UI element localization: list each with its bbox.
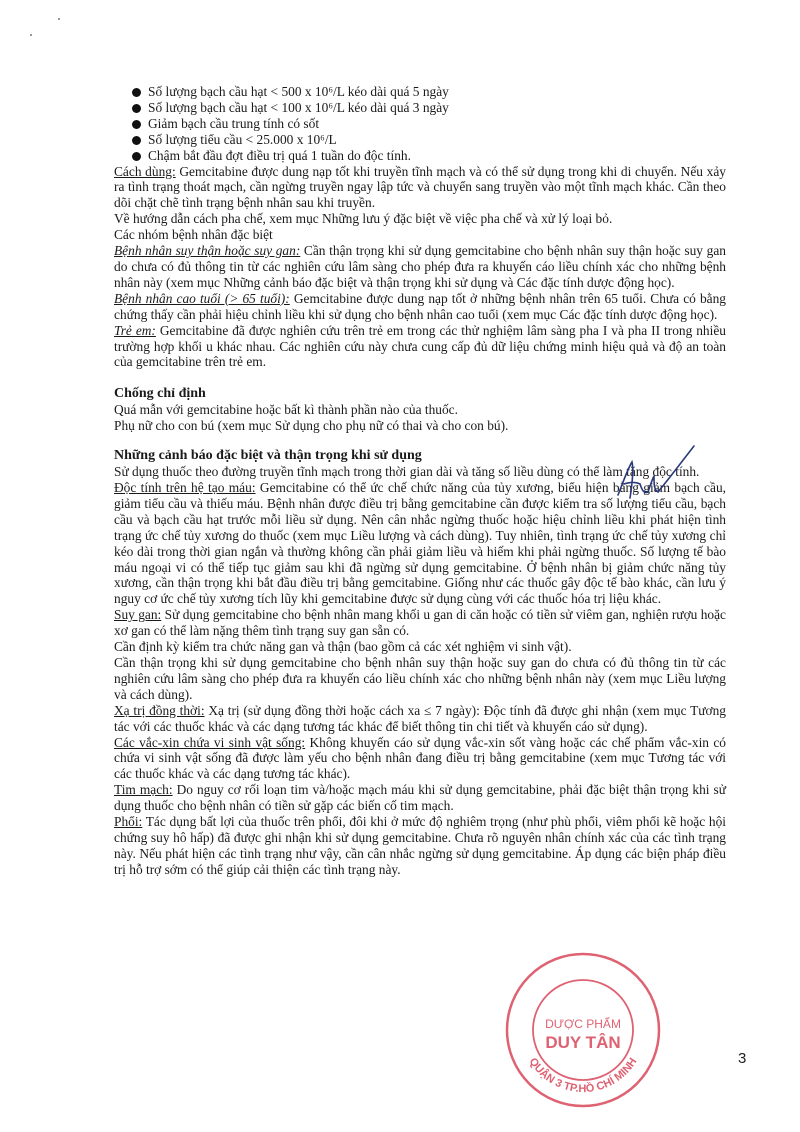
hepatic-label: Suy gan: <box>114 607 162 623</box>
renal-hepatic-paragraph <box>114 243 726 291</box>
hematologic-text: Gemcitabine có thể ức chế chức năng của tủy xương, biểu hiện bằng giảm bạch cầu, giảm tiểu cầu và thiếu máu. Bệnh nhân được điều trị bằng gemcitabine cần được kiểm tra số lượng tiểu cầu, bạch cầu và bạch cầu hạt trước mỗi liều sử dụng. Nên cân nhắc ngừng thuốc hoặc hiệu chỉnh liều khi phát hiện tình trạng ức chế tủy xương do thuốc (xem mục Liều lượng và cách dùng). Tuy nhiên, tình trạng ức chế tủy xương chỉ kéo dài trong thời gian ngắn và thường không cần phải giảm liều và hiếm khi phải ngừng thuốc. Số lượng tế bào máu ngoại vi có thể tiếp tục giảm sau khi đã ngừng sử dụng gemcitabine. Ở bệnh nhân bị giảm chức năng tủy xương, cần thận trọng khi bắt đầu điều trị bằng gemcitabine. Giống như các thuốc gây độc tế bào khác, cần lưu ý nguy cơ ức chế tủy xương tích lũy khi gemcitabine được sử dụng cùng với các thuốc hóa trị liệu khác. <box>114 480 726 607</box>
vaccine-text: Không khuyến cáo sử dụng vắc-xin sốt vàng hoặc các chế phẩm vắc-xin có chứa vi sinh vật sống đã được làm yếu cho bệnh nhân đang điều trị bằng gemcitabine (xem mục Tương tác với các thuốc khác và các dạng tương tác khác). <box>114 734 726 782</box>
hepatic-text: Sử dụng gemcitabine cho bệnh nhân mang khối u gan di căn hoặc có tiền sử viêm gan, nghiện rượu hoặc xơ gan có thể làm nặng thêm tình trạng suy gan sẵn có. <box>114 607 726 639</box>
bullet-item: Chậm bắt đầu đợt điều trị quá 1 tuần do độc tính. <box>132 148 726 164</box>
administration-paragraph <box>114 164 726 212</box>
children-paragraph <box>114 323 726 371</box>
warnings-intro: Sử dụng thuốc theo đường truyền tĩnh mạch trong thời gian dài và tăng số liều dùng có thể làm tăng độc tính. <box>114 464 700 480</box>
monitoring-line: Cần định kỳ kiểm tra chức năng gan và thận (bao gồm cả các xét nghiệm vi sinh vật). <box>114 639 572 655</box>
preparation-note: Về hướng dẫn cách pha chế, xem mục Những lưu ý đặc biệt về việc pha chế và xử lý loại bỏ. <box>114 211 613 227</box>
company-stamp <box>503 950 663 1110</box>
bullet-item: Số lượng bạch cầu hạt < 500 x 10⁶/L kéo dài quá 5 ngày <box>132 84 726 100</box>
bullet-item: Giảm bạch cầu trung tính có sốt <box>132 116 726 132</box>
radiotherapy-paragraph <box>114 703 726 735</box>
contraindication-line: Quá mẫn với gemcitabine hoặc bất kì thành phần nào của thuốc. <box>114 402 458 418</box>
page-number: 3 <box>738 1050 747 1067</box>
scan-speck <box>30 34 32 36</box>
renal-hepatic-label: Bệnh nhân suy thận hoặc suy gan: <box>114 243 301 259</box>
handwritten-signature <box>610 440 700 510</box>
children-label: Trẻ em: <box>114 322 156 338</box>
elderly-label: Bệnh nhân cao tuổi (> 65 tuổi): <box>114 290 290 306</box>
bullet-item: Số lượng tiểu cầu < 25.000 x 10⁶/L <box>132 132 726 148</box>
contraindication-line: Phụ nữ cho con bú (xem mục Sử dụng cho phụ nữ có thai và cho con bú). <box>114 418 509 434</box>
elderly-paragraph <box>114 291 726 323</box>
radiotherapy-label: Xạ trị đồng thời: <box>114 702 205 718</box>
vaccine-label: Các vắc-xin chứa vi sinh vật sống: <box>114 734 306 750</box>
administration-text: Gemcitabine được dung nạp tốt khi truyền tĩnh mạch và có thể sử dụng trong khi di chuyển. Nếu xảy ra tình trạng thoát mạch, cần ngừng truyền ngay lập tức và chuyển sang truyền vào một tĩnh mạch khác. Cần theo dõi chặt chẽ tình trạng bệnh nhân sau khi truyền. <box>114 163 726 211</box>
hepatic-paragraph <box>114 607 726 639</box>
pulmonary-text: Tác dụng bất lợi của thuốc trên phổi, đôi khi ở mức độ nghiêm trọng (như phù phổi, viêm phổi kẽ hoặc hội chứng suy hô hấp) đã được ghi nhận khi sử dụng gemcitabine. Chưa rõ nguyên nhân chính xác của các tình trạng này. Nếu phát hiện các tình trạng như vậy, cần cân nhắc ngừng sử dụng gemcitabine. Áp dụng các biện pháp điều trị hỗ trợ sớm có thể giúp cải thiện các tình trạng này. <box>114 814 726 877</box>
hematologic-label: Độc tính trên hệ tạo máu: <box>114 480 256 496</box>
radiotherapy-text: Xạ trị (sử dụng đồng thời hoặc cách xa ≤ 7 ngày): Độc tính đã được ghi nhận (xem mục Tương tác với các thuốc khác và các dạng tương tác khác để biết thông tin chi tiết và khuyến cáo sử dụng). <box>114 702 726 734</box>
contraindications-heading: Chống chỉ định <box>114 386 206 402</box>
scan-speck <box>58 18 60 20</box>
cardiac-label: Tim mạch: <box>114 782 173 798</box>
pulmonary-paragraph <box>114 814 726 878</box>
children-text: Gemcitabine đã được nghiên cứu trên trẻ em trong các thử nghiệm lâm sàng pha I và pha II trong nhiều trường hợp khối u khác nhau. Các nghiên cứu này chưa cung cấp đủ dữ liệu chứng minh hiệu quả và độ an toàn của gemcitabine trên trẻ em. <box>114 322 726 370</box>
renal-hepatic-text: Cần thận trọng khi sử dụng gemcitabine cho bệnh nhân suy thận hoặc suy gan do chưa có đủ thông tin từ các nghiên cứu lâm sàng cho phép đưa ra khuyến cáo liều chính xác cho những bệnh nhân này (xem mục Những cảnh báo đặc biệt và thận trọng khi sử dụng và Các đặc tính dược động học). <box>114 243 726 290</box>
elderly-text: Gemcitabine được dung nạp tốt ở những bệnh nhân trên 65 tuổi. Chưa có bằng chứng thấy cần phải hiệu chỉnh liều khi sử dụng cho bệnh nhân cao tuổi (xem mục Các đặc tính dược động học). <box>114 290 727 322</box>
stamp-ring-text: QUẬN 3 TP.HỒ CHÍ MINH <box>526 1055 640 1096</box>
cardiac-text: Do nguy cơ rối loạn tim và/hoặc mạch máu khi sử dụng gemcitabine, phải đặc biệt thận trọng khi sử dụng thuốc cho bệnh nhân có tiền sử gặp các biến cố tim mạch. <box>114 782 727 814</box>
administration-label: Cách dùng: <box>114 163 176 179</box>
vaccine-paragraph <box>114 735 726 783</box>
stamp-name-text: DUY TÂN <box>545 1033 621 1052</box>
special-groups-heading: Các nhóm bệnh nhân đặc biệt <box>114 227 273 243</box>
warnings-heading: Những cảnh báo đặc biệt và thận trọng khi sử dụng <box>114 448 422 464</box>
bullet-list <box>132 84 726 164</box>
bullet-item: Số lượng bạch cầu hạt < 100 x 10⁶/L kéo dài quá 3 ngày <box>132 100 726 116</box>
stamp-top-text: DƯỢC PHẨM <box>545 1017 621 1031</box>
cardiac-paragraph <box>114 782 726 814</box>
caution-paragraph: Cần thận trọng khi sử dụng gemcitabine cho bệnh nhân suy thận hoặc suy gan do chưa có đủ thông tin từ các nghiên cứu lâm sàng cho phép đưa ra khuyến cáo liều chính xác cho những bệnh nhân này (xem mục Liều lượng và cách dùng). <box>114 655 726 702</box>
pulmonary-label: Phổi: <box>114 814 143 830</box>
